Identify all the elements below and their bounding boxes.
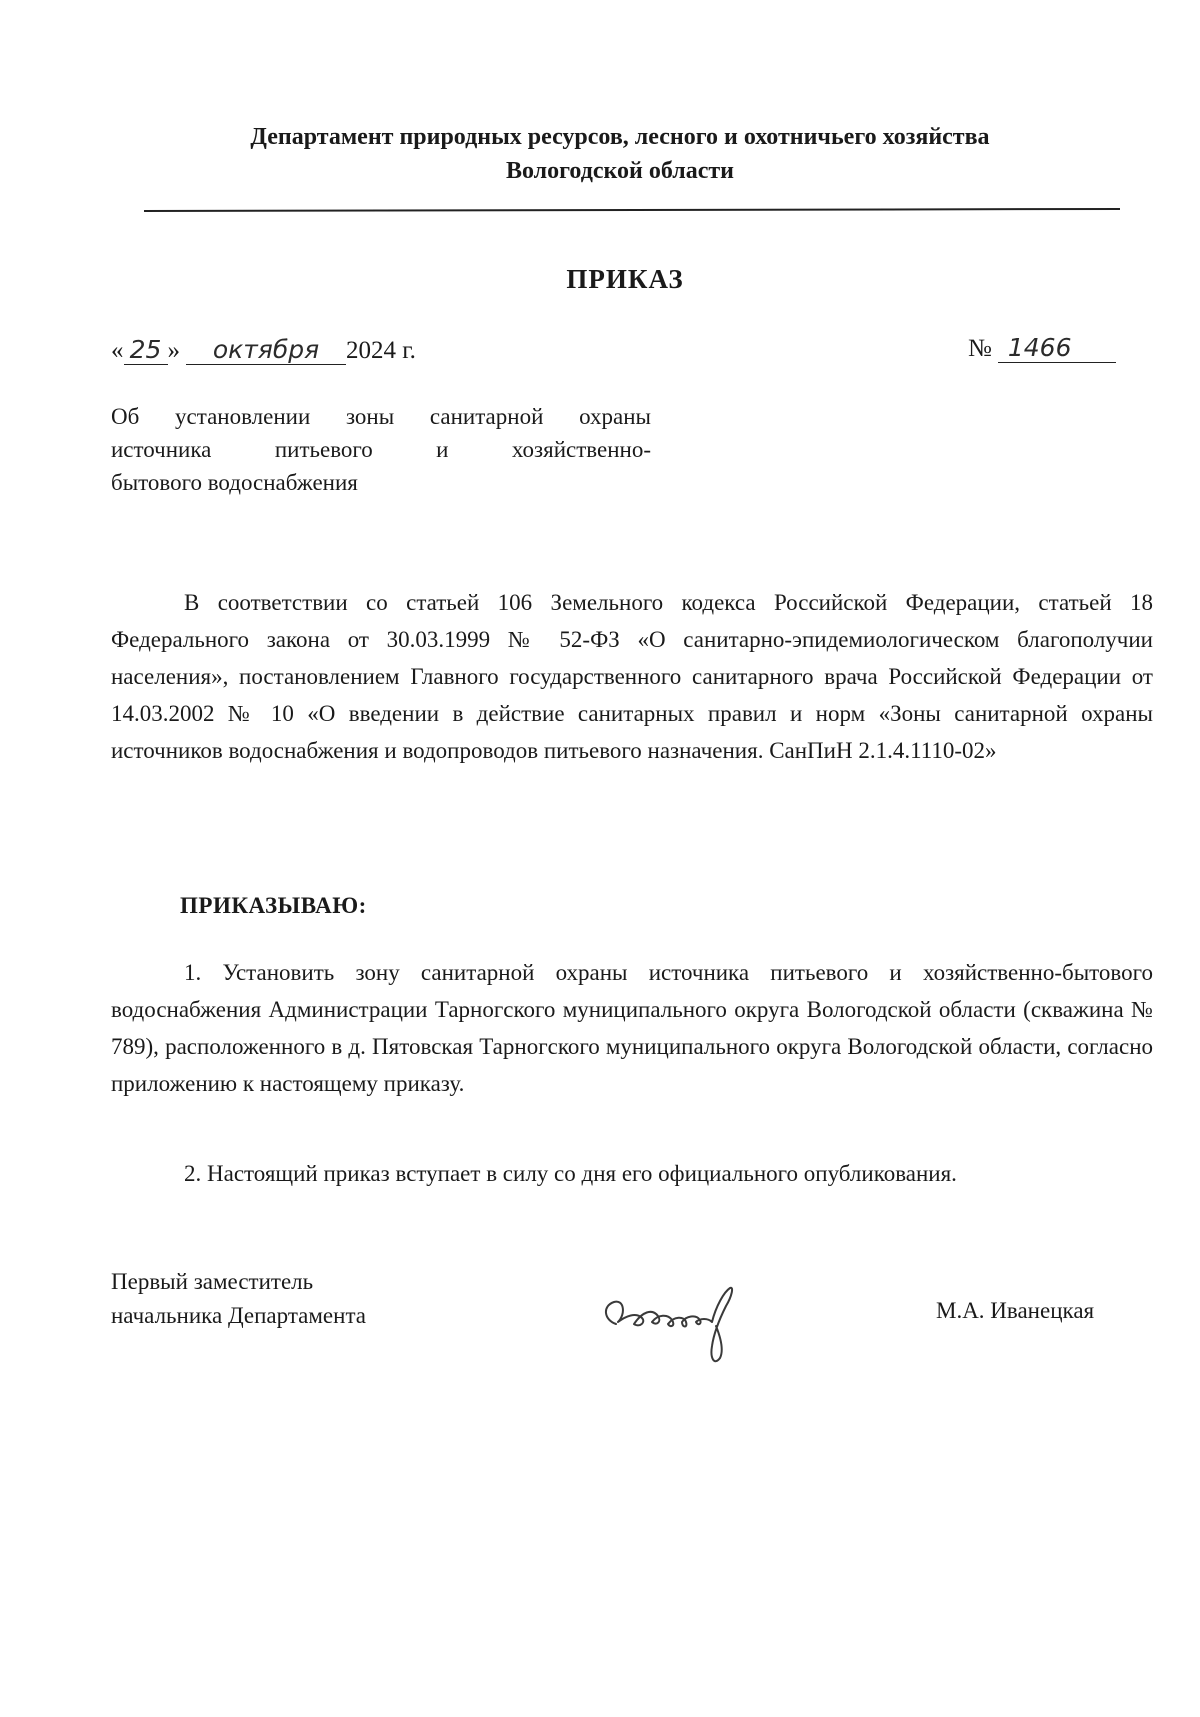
- subject-line3: бытового водоснабжения: [111, 470, 358, 495]
- date-day: 25: [124, 335, 168, 365]
- preamble-paragraph: В соответствии со статьей 106 Земельного кодекса Российской Федерации, статьей 18 Федерального закона от 30.03.1999 № 52-ФЗ «О санитарно-эпидемиологическом благополучии населения», постановлением Главного государственного санитарного врача Российской Федерации от 14.03.2002 № 10 «О введении в действие санитарных правил и норм «Зоны санитарной охраны источников водоснабжения и водопроводов питьевого назначения. СанПиН 2.1.4.1110-02»: [111, 590, 1153, 763]
- order-item-2: 2. Настоящий приказ вступает в силу со дня его официального опубликования.: [184, 1161, 957, 1186]
- order-item-1: 1. Установить зону санитарной охраны источника питьевого и хозяйственно-бытового водоснабжения Администрации Тарногского муниципального округа Вологодской области (скважина № 789), расположенного в д. Пятовская Тарногского муниципального округа Вологодской области, согласно приложению к настоящему приказу.: [111, 960, 1153, 1096]
- order-heading: ПРИКАЗЫВАЮ:: [180, 893, 367, 918]
- signatory-name: М.А. Иванецкая: [936, 1298, 1095, 1323]
- document-number-label: №: [968, 335, 992, 362]
- subject-line2: источника питьевого и хозяйственно-: [111, 437, 651, 462]
- date-line: [111, 335, 416, 365]
- organization-name-line2: Вологодской области: [505, 158, 735, 184]
- document-subject: [111, 400, 651, 499]
- handwritten-signature: [596, 1262, 776, 1367]
- organization-name-line1: Департамент природных ресурсов, лесного и охотничьего хозяйства: [250, 124, 990, 150]
- organization-header: [0, 120, 1200, 188]
- subject-line1: Об установлении зоны санитарной охраны: [111, 404, 651, 429]
- date-month: октября: [186, 335, 346, 365]
- document-title: ПРИКАЗ: [566, 264, 684, 294]
- document-number-line: [968, 333, 1116, 363]
- document-number-value: 1466: [998, 333, 1116, 363]
- date-year: 2024 г.: [346, 337, 416, 364]
- date-open-quote: «: [111, 337, 124, 364]
- header-divider: [144, 208, 1120, 212]
- signatory-position-line1: Первый заместитель: [111, 1269, 314, 1294]
- signatory-position-line2: начальника Департамента: [111, 1303, 366, 1328]
- date-close-quote: »: [167, 337, 180, 364]
- signatory-position: [111, 1265, 366, 1333]
